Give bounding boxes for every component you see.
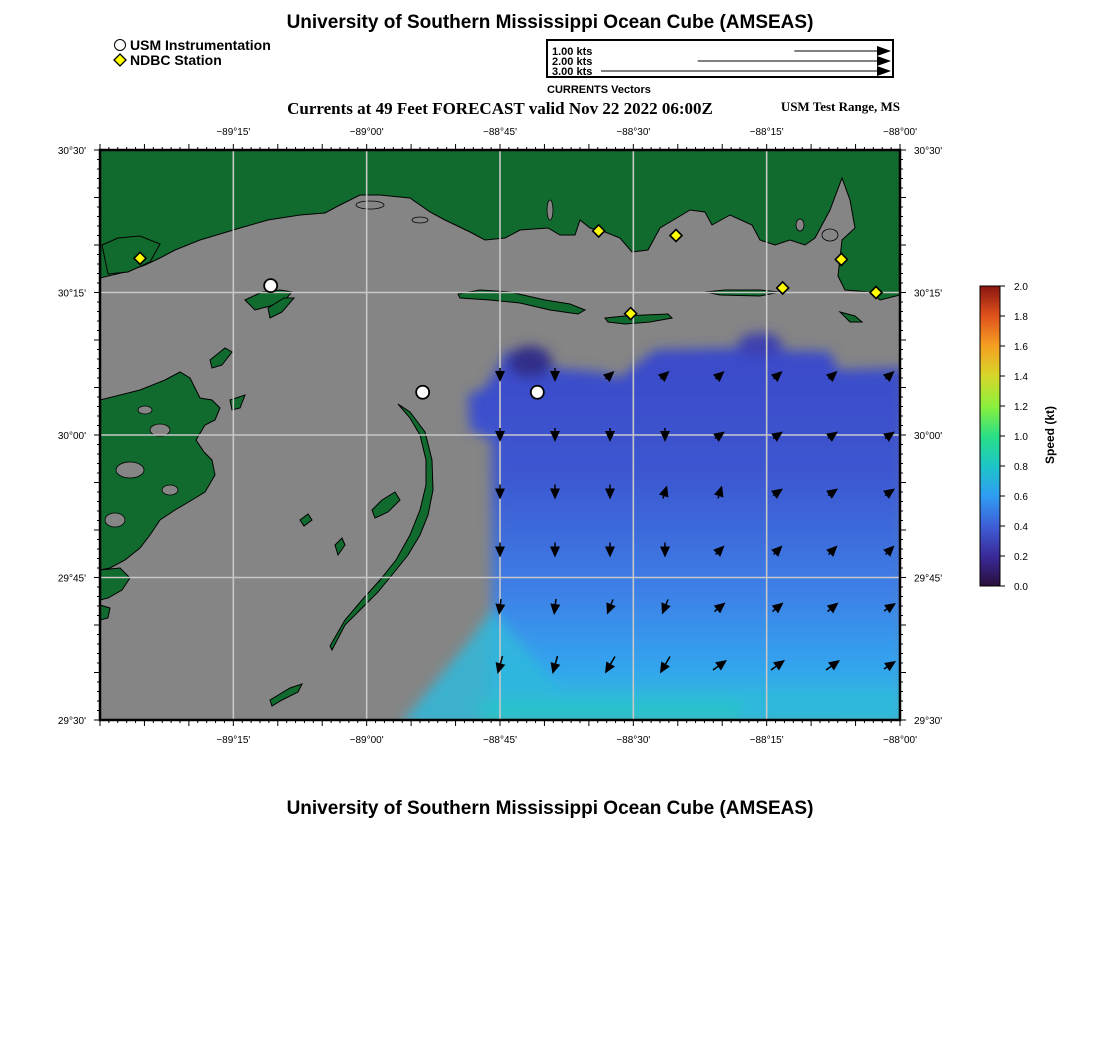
usm-instrument-legend-label: USM Instrumentation — [130, 37, 271, 53]
footer-title: University of Southern Mississippi Ocean Cube (AMSEAS) — [286, 798, 814, 819]
colorbar-label: Speed (kt) — [1043, 406, 1057, 465]
lat-tick-label-left: 29°45' — [57, 573, 86, 585]
colorbar-ticks — [1000, 282, 1028, 593]
lon-tick-label-top: −89°00' — [349, 127, 384, 138]
lat-tick-label-left: 30°00' — [57, 431, 86, 442]
vector-scale-label: 3.00 kts — [552, 66, 593, 76]
page-title: University of Southern Mississippi Ocean Cube (AMSEAS) — [286, 12, 814, 33]
lat-tick-label-right: 30°30' — [914, 146, 943, 157]
usm-instrument-marker[interactable] — [264, 279, 277, 292]
colorbar-tick-label: 2.0 — [1014, 282, 1028, 293]
forecast-subtitle: Currents at 49 Feet FORECAST valid Nov 22 2022 06:00Z — [287, 99, 713, 118]
colorbar-tick-label: 0.4 — [1014, 522, 1028, 533]
ndbc-station-legend-label: NDBC Station — [130, 52, 222, 68]
lon-tick-label-top: −89°15' — [216, 127, 251, 138]
vector-scale-label: 2.00 kts — [552, 56, 593, 68]
colorbar-tick-label: 1.6 — [1014, 342, 1028, 353]
colorbar-tick-label: 0.6 — [1014, 492, 1028, 503]
lat-tick-label-right: 30°00' — [914, 431, 943, 442]
colorbar-ramp — [980, 286, 1000, 586]
colorbar-tick-label: 1.2 — [1014, 402, 1028, 413]
region-label: USM Test Range, MS — [780, 99, 900, 114]
vector-scale-caption: CURRENTS Vectors — [547, 84, 651, 96]
colorbar-tick-label: 0.2 — [1014, 552, 1028, 563]
colorbar-tick-label: 1.0 — [1014, 432, 1028, 443]
lat-tick-label-right: 30°15' — [914, 288, 943, 300]
lon-tick-label-top: −88°30' — [616, 127, 651, 138]
colorbar-tick-label: 1.4 — [1014, 372, 1028, 383]
speed-colorbar — [970, 276, 1080, 596]
lat-tick-label-right: 29°30' — [914, 716, 943, 727]
usm-instrument-marker[interactable] — [531, 386, 544, 399]
lon-tick-label-top: −88°45' — [483, 127, 517, 138]
lon-tick-label-top: −88°15' — [749, 127, 784, 138]
lon-tick-label-bottom: −88°15' — [749, 735, 784, 746]
lon-tick-label-bottom: −88°30' — [616, 735, 651, 746]
lat-tick-label-left: 30°30' — [57, 146, 86, 157]
colorbar-tick-label: 0.8 — [1014, 462, 1028, 473]
colorbar-tick-label: 1.8 — [1014, 312, 1028, 323]
usm-instrument-marker[interactable] — [416, 386, 429, 399]
lat-tick-label-left: 29°30' — [57, 716, 86, 727]
lon-tick-label-top: −88°00' — [883, 127, 917, 138]
lon-tick-label-bottom: −88°45' — [483, 735, 517, 746]
lat-tick-label-left: 30°15' — [57, 288, 86, 300]
lat-tick-label-right: 29°45' — [914, 573, 943, 585]
lon-tick-label-bottom: −89°00' — [349, 735, 384, 746]
vector-scale-label: 1.00 kts — [552, 46, 593, 58]
lon-tick-label-bottom: −88°00' — [883, 735, 917, 746]
lon-tick-label-bottom: −89°15' — [216, 735, 251, 746]
colorbar-tick-label: 0.0 — [1014, 582, 1028, 593]
